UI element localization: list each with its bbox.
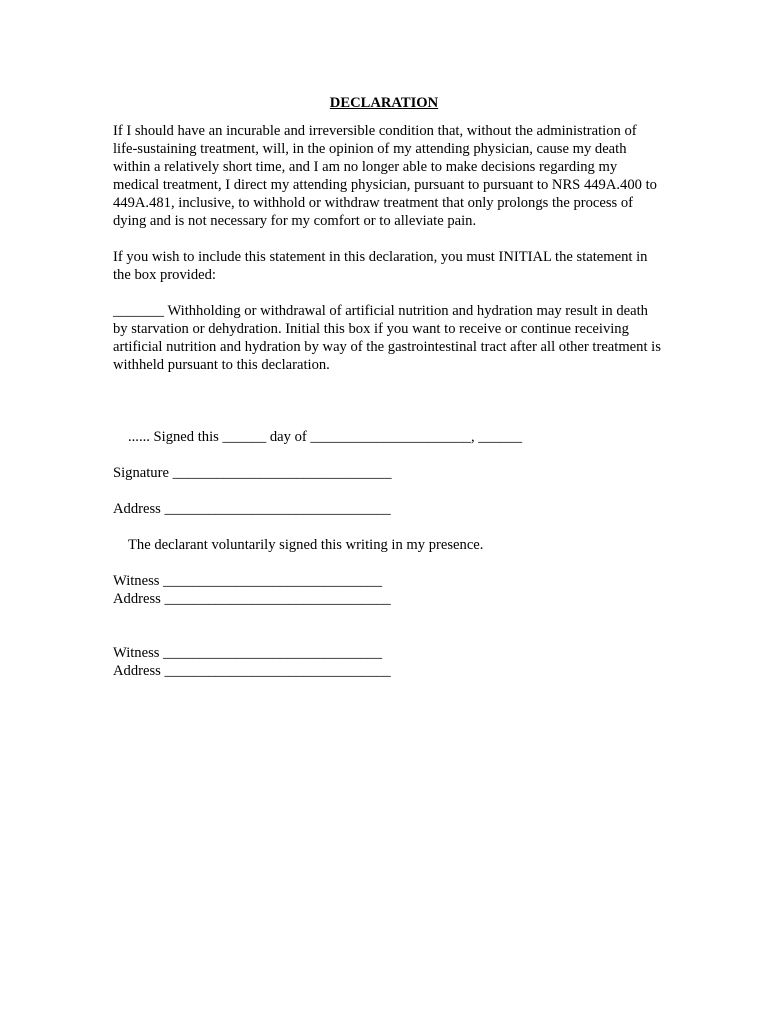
witness-2-address-line: Address _______________________________ bbox=[113, 663, 391, 679]
declarant-statement: The declarant voluntarily signed this writing in my presence. bbox=[128, 537, 484, 553]
address-line: Address _______________________________ bbox=[113, 501, 391, 517]
signed-date-line: ...... Signed this ______ day of ______________________, ______ bbox=[128, 429, 523, 445]
witness-2-block bbox=[113, 644, 663, 680]
witness-1-address-line: Address _______________________________ bbox=[113, 591, 391, 607]
initial-instruction-paragraph: If you wish to include this statement in this declaration, you must INITIAL the statement in the box provided: bbox=[113, 249, 648, 283]
witness-1-block bbox=[113, 572, 663, 608]
document-page bbox=[113, 94, 663, 680]
signature-line: Signature ______________________________ bbox=[113, 465, 392, 481]
witness-2-line: Witness ______________________________ bbox=[113, 645, 382, 661]
witness-1-line: Witness ______________________________ bbox=[113, 573, 382, 589]
nutrition-hydration-paragraph: _______ Withholding or withdrawal of artificial nutrition and hydration may result in death by starvation or dehydration. Initial this box if you want to receive or continue receiving artificial nutrition and hydration by way of the gastrointestinal tract after all other treatment is withheld pursuant to this declaration. bbox=[113, 303, 661, 373]
document-title: DECLARATION bbox=[329, 95, 439, 111]
declaration-paragraph: If I should have an incurable and irreversible condition that, without the administration of life-sustaining treatment, will, in the opinion of my attending physician, cause my death within a relatively short time, and I am no longer able to make decisions regarding my medical treatment, I direct my attending physician, pursuant to pursuant to NRS 449A.400 to 449A.481, inclusive, to withhold or withdraw treatment that only prolongs the process of dying and is not necessary for my comfort or to alleviate pain. bbox=[113, 123, 657, 229]
